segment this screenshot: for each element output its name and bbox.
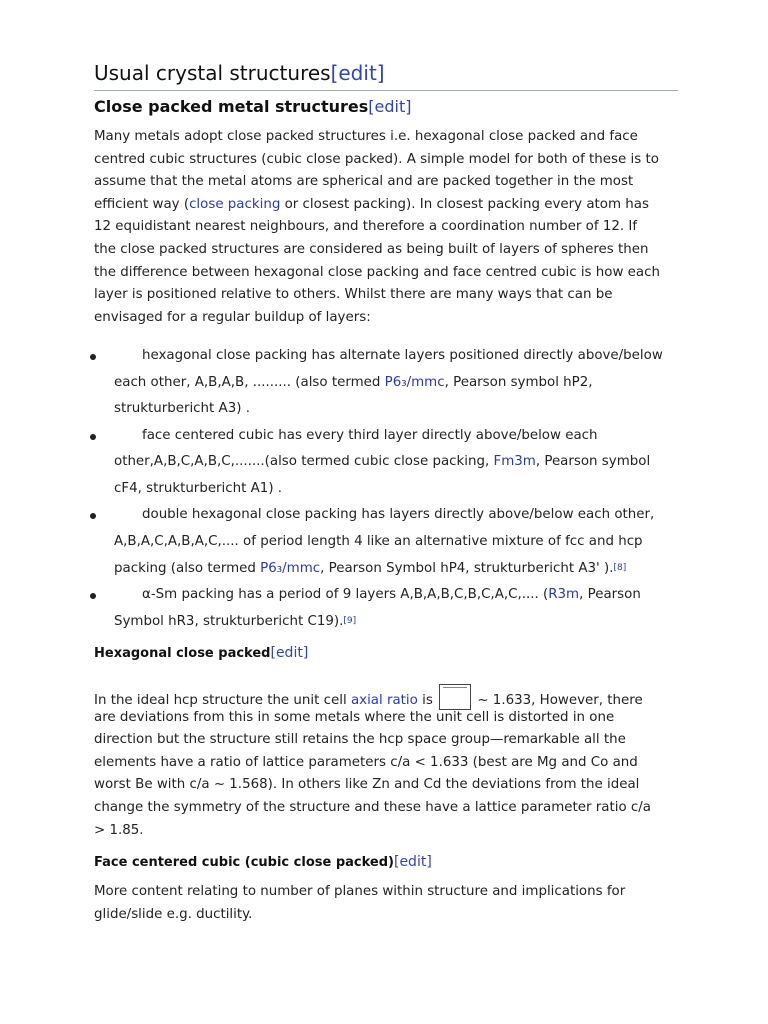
text-line: envisaged for a regular buildup of layers: xyxy=(94,309,371,325)
subsection-heading-hcp xyxy=(94,642,308,665)
space-group-link[interactable]: P6₃/mmc xyxy=(384,374,445,390)
list-item xyxy=(94,582,694,635)
text-span: Symbol hR3, strukturbericht C19). xyxy=(114,614,344,629)
space-group-link[interactable]: P6₃/mmc xyxy=(260,561,321,576)
text-span: or closest packing). In closest packing every atom has xyxy=(280,196,649,212)
text-line: layer is positioned relative to others. Whilst there are many ways that can be xyxy=(94,287,613,303)
axial-ratio-link[interactable]: axial ratio xyxy=(350,693,418,708)
space-group-link[interactable]: R3m xyxy=(548,586,580,602)
text-span: , Pearson xyxy=(579,586,641,602)
text-span: , Pearson symbol hP2, xyxy=(444,374,593,390)
text-span: efficient way ( xyxy=(94,196,190,212)
text-span: is xyxy=(417,693,438,708)
text-line xyxy=(94,370,694,397)
text-line: are deviations from this in some metals where the unit cell is distorted in one xyxy=(94,709,615,725)
intro-paragraph xyxy=(94,126,684,329)
reference-link[interactable]: [9] xyxy=(343,616,357,626)
text-line: elements have a ratio of lattice parameters c/a < 1.633 (best are Mg and Co and xyxy=(94,754,638,770)
list-item xyxy=(94,343,694,423)
text-line: the close packed structures are considered as being built of layers of spheres then xyxy=(94,241,649,257)
text-line: face centered cubic has every third layer directly above/below each xyxy=(142,427,598,443)
text-line: change the symmetry of the structure and these have a lattice parameter ratio c/a xyxy=(94,799,651,815)
text-line: strukturbericht A3) . xyxy=(114,401,250,416)
fcc-paragraph xyxy=(94,881,684,926)
section-heading-text: Close packed metal structures xyxy=(94,97,369,116)
formula-image xyxy=(439,684,471,710)
edit-link[interactable]: [edit] xyxy=(330,61,385,85)
text-span: other,A,B,C,A,B,C,.......(also termed cubic close packing, xyxy=(114,454,494,469)
text-span: packing (also termed xyxy=(114,561,261,576)
page-heading-text: Usual crystal structures xyxy=(94,61,331,85)
list-item xyxy=(94,423,694,503)
text-line xyxy=(94,555,694,582)
bullet-icon xyxy=(90,513,96,519)
text-line: 12 equidistant nearest neighbours, and therefore a coordination number of 12. If xyxy=(94,219,638,235)
edit-link[interactable]: [edit] xyxy=(393,854,432,870)
packing-list xyxy=(94,343,694,635)
bullet-icon xyxy=(90,593,96,599)
text-span: , Pearson symbol xyxy=(535,454,651,469)
text-line: the difference between hexagonal close packing and face centred cubic is how each xyxy=(94,264,660,280)
hcp-paragraph xyxy=(94,684,684,842)
page-heading xyxy=(94,58,678,91)
bullet-icon xyxy=(90,434,96,440)
text-line: direction but the structure still retains the hcp space group—remarkable all the xyxy=(94,732,626,748)
text-line: glide/slide e.g. ductility. xyxy=(94,906,253,922)
text-line: assume that the metal atoms are spherical and are packed together in the most xyxy=(94,174,634,190)
text-line: cF4, strukturbericht A1) . xyxy=(114,480,283,496)
section-heading xyxy=(94,94,411,120)
text-line xyxy=(94,194,684,217)
bullet-icon xyxy=(90,354,96,360)
text-line xyxy=(94,608,694,635)
edit-link[interactable]: [edit] xyxy=(368,97,412,116)
text-span: α-Sm packing has a period of 9 layers A,B,A,B,C,B,C,A,C,.... ( xyxy=(142,586,549,602)
text-line: > 1.85. xyxy=(94,822,144,838)
reference-link[interactable]: [8] xyxy=(613,563,627,573)
list-item xyxy=(94,502,694,582)
text-line: hexagonal close packing has alternate layers positioned directly above/below xyxy=(142,348,663,363)
text-line: More content relating to number of planes within structure and implications for xyxy=(94,884,626,899)
text-line: worst Be with c/a ~ 1.568). In others like Zn and Cd the deviations from the ideal xyxy=(94,777,640,793)
text-span: ~ 1.633, However, there xyxy=(473,693,643,708)
space-group-link[interactable]: Fm3m xyxy=(493,454,536,469)
text-line: A,B,A,C,A,B,A,C,.... of period length 4 like an alternative mixture of fcc and hcp xyxy=(114,533,643,549)
text-line: centred cubic structures (cubic close packed). A simple model for both of these is to xyxy=(94,151,659,167)
edit-link[interactable]: [edit] xyxy=(270,645,309,661)
close-packing-link[interactable]: close packing xyxy=(189,196,281,212)
text-span: In the ideal hcp structure the unit cell xyxy=(94,693,351,708)
subsection-heading-fcc xyxy=(94,851,432,874)
subsection-heading-text: Hexagonal close packed xyxy=(94,646,271,661)
text-line: Many metals adopt close packed structures i.e. hexagonal close packed and face xyxy=(94,129,638,144)
subsection-heading-text: Face centered cubic (cubic close packed) xyxy=(94,855,394,870)
text-line xyxy=(94,449,694,476)
text-line: double hexagonal close packing has layers directly above/below each other, xyxy=(142,507,655,522)
text-span: , Pearson Symbol hP4, strukturbericht A3' ). xyxy=(320,561,614,576)
text-span: each other, A,B,A,B, ......... (also termed xyxy=(114,374,385,390)
text-line xyxy=(94,684,684,707)
text-line xyxy=(94,582,694,609)
